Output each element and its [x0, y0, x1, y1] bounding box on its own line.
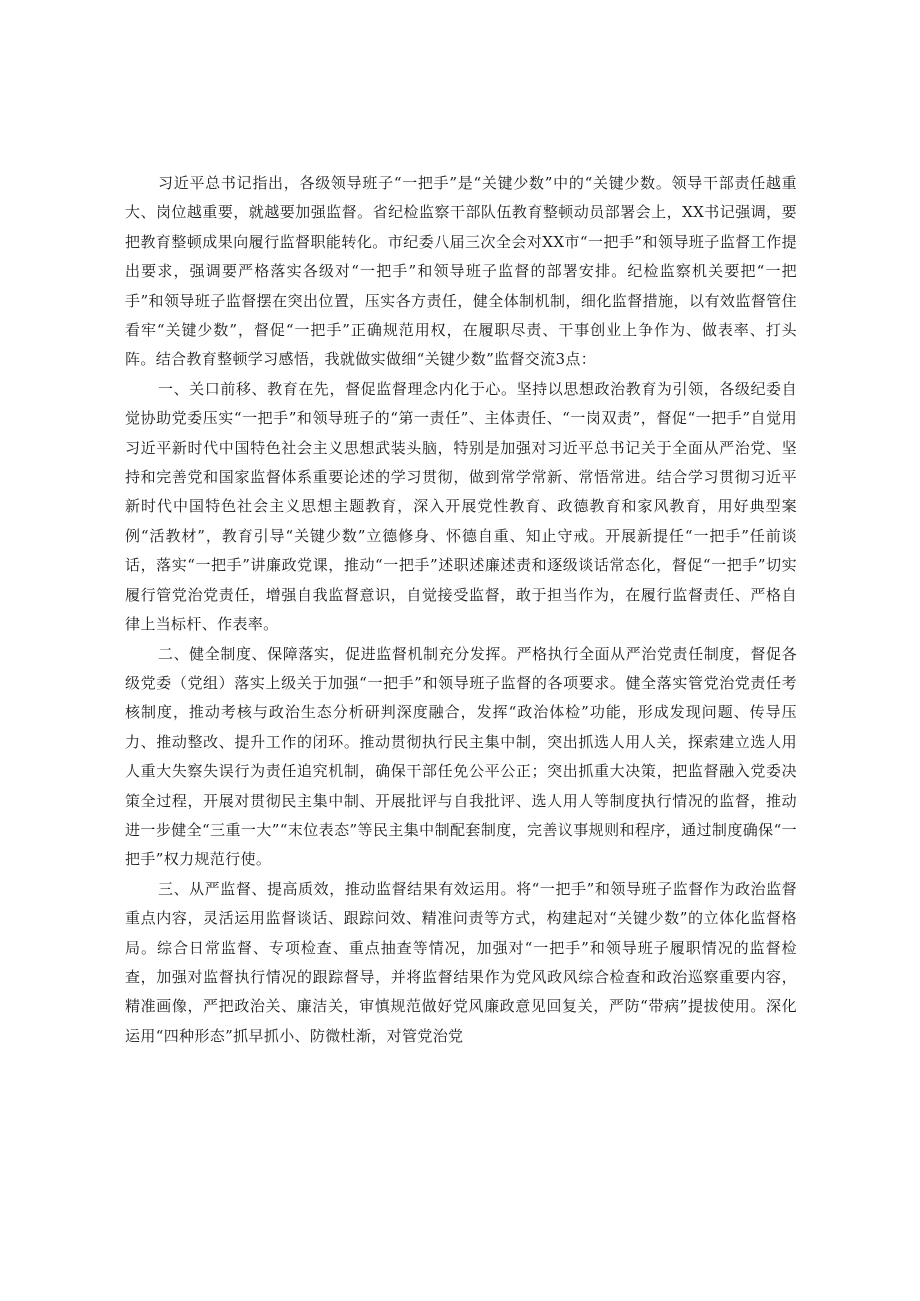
paragraph-point-two: 二、健全制度、保障落实，促进监督机制充分发挥。严格执行全面从严治党责任制度，督促各级党委（党组）落实上级关于加强“一把手”和领导班子监督的各项要求。健全落实管党治党责任考核制度，推动考核与政治生态分析研判深度融合，发挥“政治体检”功能，形成发现问题、传导压力、推动整改、提升工作的闭环。推动贯彻执行民主集中制，突出抓选人用人关，探索建立选人用人重大失察失误行为责任追究机制，确保干部任免公平公正；突出抓重大决策，把监督融入党委决策全过程，开展对贯彻民主集中制、开展批评与自我批评、选人用人等制度执行情况的监督，推动进一步健全“三重一大”“末位表态”等民主集中制配套制度，完善议事规则和程序，通过制度确保“一把手”权力规范行使。 [125, 644, 797, 869]
document-body [125, 169, 797, 1051]
paragraph-point-three: 三、从严监督、提高质效，推动监督结果有效运用。将“一把手”和领导班子监督作为政治监督重点内容，灵活运用监督谈话、跟踪问效、精准问责等方式，构建起对“关键少数”的立体化监督格局。综合日常监督、专项检查、重点抽查等情况，加强对“一把手”和领导班子履职情况的监督检查，加强对监督执行情况的跟踪督导，并将监督结果作为党风政风综合检查和政治巡察重要内容，精准画像，严把政治关、廉洁关，审慎规范做好党风廉政意见回复关，严防“带病”提拔使用。深化运用“四种形态”抓早抓小、防微杜渐，对管党治党 [125, 879, 797, 1045]
paragraph-intro: 习近平总书记指出，各级领导班子“一把手”是“关键少数”中的“关键少数。领导干部责任越重大、岗位越重要，就越要加强监督。省纪检监察干部队伍教育整顿动员部署会上，XX书记强调，要把教育整顿成果向履行监督职能转化。市纪委八届三次全会对XX市“一把手”和领导班子监督工作提出要求，强调要严格落实各级对“一把手”和领导班子监督的部署安排。纪检监察机关要把“一把手”和领导班子监督摆在突出位置，压实各方责任，健全体制机制，细化监督措施，以有效监督管住看牢“关键少数”，督促“一把手”正确规范用权，在履职尽责、干事创业上争作为、做表率、打头阵。结合教育整顿学习感悟，我就做实做细“关键少数”监督交流3点： [125, 174, 797, 369]
paragraph-point-one: 一、关口前移、教育在先，督促监督理念内化于心。坚持以思想政治教育为引领，各级纪委自觉协助党委压实“一把手”和领导班子的“第一责任”、主体责任、“一岗双责”，督促“一把手”自觉用习近平新时代中国特色社会主义思想武装头脑，特别是加强对习近平总书记关于全面从严治党、坚持和完善党和国家监督体系重要论述的学习贯彻，做到常学常新、常悟常进。结合学习贯彻习近平新时代中国特色社会主义思想主题教育，深入开展党性教育、政德教育和家风教育，用好典型案例“活教材”，教育引导“关键少数”立德修身、怀德自重、知止守戒。开展新提任“一把手”任前谈话，落实“一把手”讲廉政党课，推动“一把手”述职述廉述责和逐级谈话常态化，督促“一把手”切实履行管党治党责任，增强自我监督意识，自觉接受监督，敢于担当作为，在履行监督责任、严格自律上当标杆、作表率。 [125, 379, 797, 634]
